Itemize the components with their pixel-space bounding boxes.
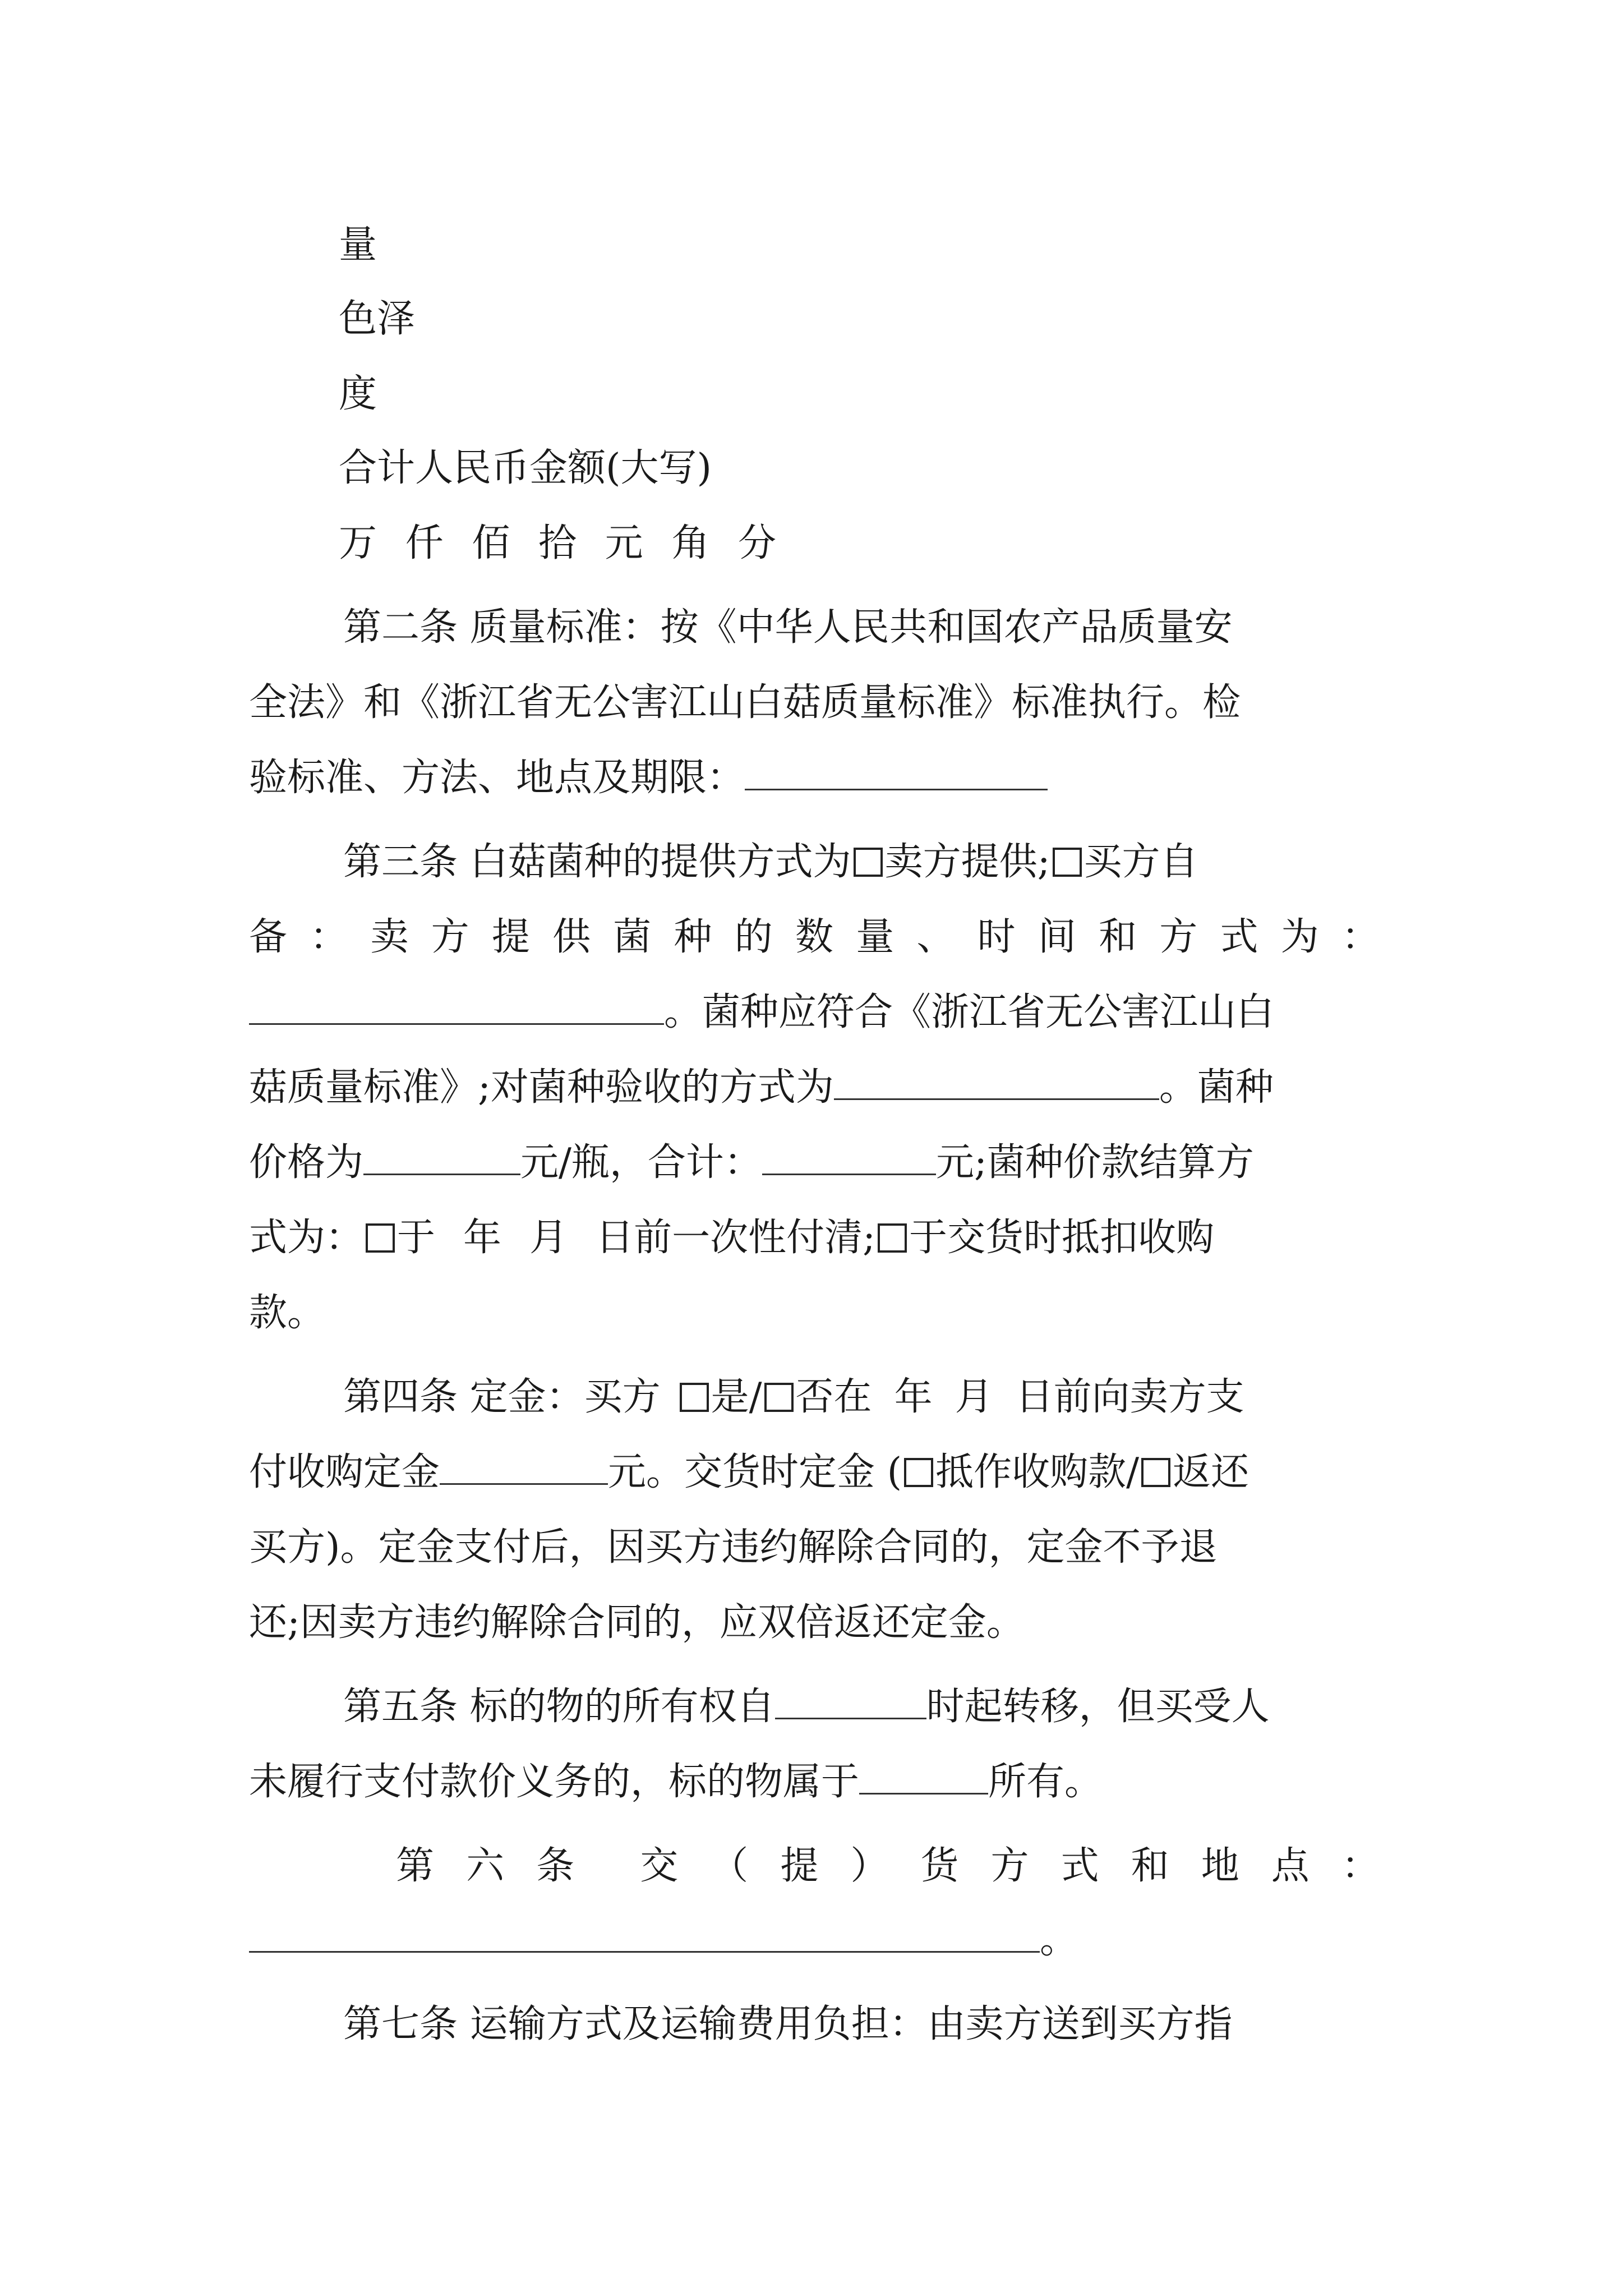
- article-3-line-5: [249, 1124, 1380, 1201]
- article-6-line-1: [396, 1828, 1380, 1904]
- article-4-line-3: 买方)。定金支付后，因买方违约解除合同的，定金不予退: [249, 1525, 1218, 1570]
- article-3-line-3: [249, 974, 1380, 1051]
- char: ：: [310, 915, 348, 959]
- article-3-line-1: [343, 823, 1380, 900]
- char: 和: [1099, 915, 1137, 959]
- deposit-amount-blank[interactable]: [440, 1454, 608, 1485]
- char: 提: [780, 1844, 819, 1888]
- char: 提: [491, 915, 530, 959]
- char: 条: [536, 1844, 575, 1888]
- amount-units: [339, 505, 776, 582]
- item-color: 色泽: [339, 297, 416, 341]
- char: 的: [734, 915, 773, 959]
- char: 量: [856, 915, 895, 959]
- text: 于交货时抵扣收购: [909, 1216, 1214, 1260]
- text: 日前一次性付清;: [596, 1216, 875, 1260]
- pay-before-date-checkbox[interactable]: [366, 1223, 395, 1253]
- article-4-line-2: [249, 1434, 1380, 1511]
- char: 备: [249, 915, 288, 959]
- article-7-line-1: 第七条 运输方式及运输费用负担：由卖方送到买方指: [343, 2002, 1233, 2046]
- deposit-offset-checkbox[interactable]: [904, 1458, 933, 1487]
- text: 年: [894, 1375, 933, 1419]
- article-3-line-7: 款。: [249, 1291, 326, 1335]
- item-degree: 度: [339, 372, 377, 416]
- char: 交: [640, 1844, 679, 1888]
- article-4-line-1: [343, 1359, 1380, 1435]
- article-3-line-4-end: 。菌种: [1159, 1065, 1274, 1110]
- char: ：: [1341, 915, 1380, 959]
- char: （: [710, 1844, 749, 1888]
- deposit-no-checkbox[interactable]: [764, 1383, 794, 1412]
- inspection-blank[interactable]: [745, 760, 1048, 790]
- char: ：: [1341, 1844, 1380, 1888]
- owner-blank[interactable]: [859, 1764, 988, 1795]
- seed-total-blank[interactable]: [762, 1144, 936, 1175]
- article-6-line-2: [249, 1902, 1380, 1978]
- item-quantity: 量: [339, 223, 377, 267]
- text: 时起转移，但买受人: [926, 1685, 1270, 1729]
- char: 菌: [613, 915, 652, 959]
- method-label: 式为：: [249, 1216, 364, 1260]
- article-3-line-4-text: 菇质量标准》;对菌种验收的方式为: [249, 1065, 834, 1110]
- article-3-line-2: [249, 899, 1380, 976]
- unit-qian: 仟: [405, 521, 444, 565]
- char: 货: [920, 1844, 959, 1888]
- text: 否在: [795, 1375, 872, 1419]
- text: 第四条 定金：买方: [343, 1375, 661, 1419]
- ownership-transfer-blank[interactable]: [775, 1688, 926, 1719]
- char: 第: [396, 1844, 435, 1888]
- char: 、: [916, 915, 955, 959]
- settlement-label: 元;菌种价款结算方: [935, 1140, 1254, 1185]
- text: 未履行支付款价义务的，标的物属于: [249, 1760, 860, 1804]
- unit-fen: 分: [737, 521, 776, 565]
- char: 卖: [370, 915, 409, 959]
- text: 返还: [1173, 1450, 1249, 1494]
- article-3-line-4: [249, 1049, 1380, 1126]
- text: 第五条 标的物的所有权自: [343, 1685, 775, 1729]
- char: 数: [795, 915, 833, 959]
- deposit-return-checkbox[interactable]: [1141, 1458, 1170, 1487]
- text: 元。交货时定金 (: [608, 1450, 902, 1494]
- deduct-on-delivery-checkbox[interactable]: [878, 1223, 907, 1253]
- article-3-text-b: 卖方提供;: [884, 840, 1050, 884]
- deposit-yes-checkbox[interactable]: [680, 1383, 709, 1412]
- text: 抵作收购款/: [935, 1450, 1140, 1494]
- char: 间: [1038, 915, 1076, 959]
- article-5-line-2: [249, 1743, 1380, 1820]
- buyer-provides-checkbox[interactable]: [1053, 848, 1082, 877]
- article-4-line-4: 还;因卖方违约解除合同的，应双倍返还定金。: [249, 1600, 1025, 1645]
- total-amount-label: 合计人民币金额(大写): [339, 446, 712, 490]
- seller-provides-checkbox[interactable]: [854, 848, 883, 877]
- char: 供: [552, 915, 591, 959]
- text: 年: [463, 1216, 502, 1260]
- text: 于: [397, 1216, 436, 1260]
- total-label: 元/瓶，合计：: [520, 1140, 762, 1185]
- char: 六: [466, 1844, 505, 1888]
- unit-wan: 万: [339, 521, 377, 565]
- unit-jiao: 角: [671, 521, 710, 565]
- seed-price-blank[interactable]: [363, 1144, 520, 1175]
- article-3-line-3-text: 。菌种应符合《浙江省无公害江山白: [664, 990, 1275, 1034]
- char: 方: [1159, 915, 1198, 959]
- text: 付收购定金: [249, 1450, 440, 1494]
- char: 时: [977, 915, 1016, 959]
- unit-shi: 拾: [538, 521, 577, 565]
- char: 为: [1280, 915, 1319, 959]
- article-2-line-2: 全法》和《浙江省无公害江山白菇质量标准》标准执行。检: [249, 680, 1241, 725]
- price-label: 价格为: [249, 1140, 364, 1185]
- text: 日前向卖方支: [1015, 1375, 1244, 1419]
- char: 方: [990, 1844, 1029, 1888]
- article-3-text-c: 买方自: [1083, 840, 1198, 884]
- char: 点: [1271, 1844, 1310, 1888]
- article-2-line-3: [249, 739, 1380, 816]
- char: 种: [674, 915, 712, 959]
- char: 和: [1131, 1844, 1169, 1888]
- article-2-line-1: 第二条 质量标准：按《中华人民共和国农产品质量安: [343, 605, 1233, 650]
- text: 月: [529, 1216, 568, 1260]
- unit-yuan: 元: [605, 521, 643, 565]
- unit-bai: 佰: [472, 521, 510, 565]
- text: 月: [955, 1375, 993, 1419]
- char: 式: [1220, 915, 1258, 959]
- article-5-line-1: [343, 1668, 1380, 1745]
- delivery-place-blank[interactable]: [249, 1922, 1040, 1953]
- text: 。: [1040, 1918, 1078, 1962]
- char: 式: [1061, 1844, 1099, 1888]
- char: 方: [431, 915, 469, 959]
- article-3-text-a: 第三条 白菇菌种的提供方式为: [343, 840, 851, 884]
- article-2-line-3-text: 验标准、方法、地点及期限：: [249, 756, 745, 800]
- char: ）: [850, 1844, 889, 1888]
- char: 地: [1201, 1844, 1239, 1888]
- seed-acceptance-blank[interactable]: [834, 1069, 1159, 1100]
- article-3-line-6: [249, 1199, 1380, 1276]
- text: 是/: [711, 1375, 762, 1419]
- text: 所有。: [988, 1760, 1103, 1804]
- seed-quantity-blank[interactable]: [249, 994, 664, 1025]
